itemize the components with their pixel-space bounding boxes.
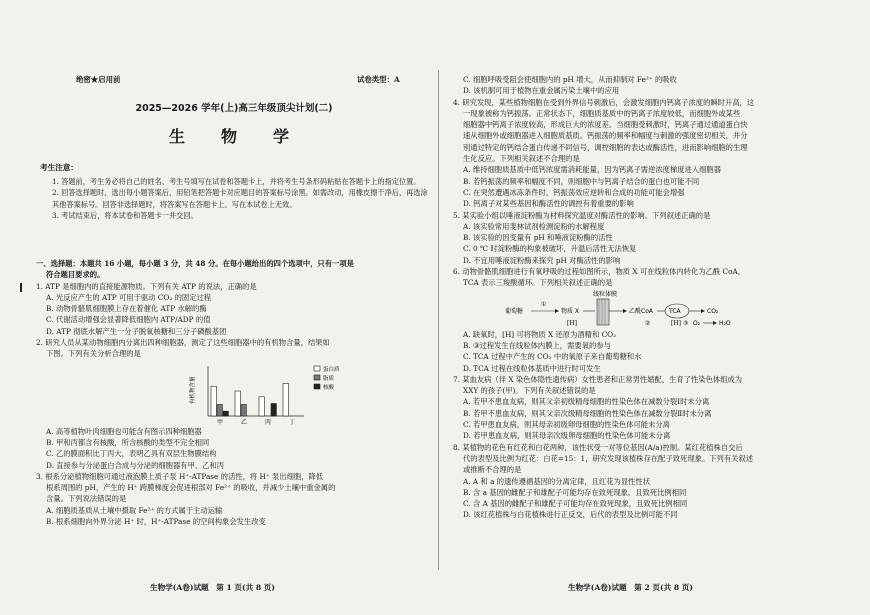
q4-stem-cont: 细胞器中钙离子浓度较高，形成巨大的浓度差。当细胞受刺激时，钙离子通过通道蛋白快	[463, 120, 748, 130]
y-axis-label: 有机物含量	[190, 376, 196, 404]
paper-type: 试卷类型：A	[357, 75, 400, 84]
bar-蛋白质	[211, 386, 216, 416]
h2o-label: H₂O	[719, 319, 731, 327]
legend-label: 脂质	[323, 375, 335, 382]
o2-label: O₂	[693, 319, 701, 327]
q3-option: D. 该机制可用于植物在重金属污染土壤中的应用	[463, 86, 620, 96]
q6-stem: 6. 动物骨骼肌细胞进行有氧呼吸的过程如图所示，物质 X 可在线粒体内转化为乙酰 CoA，	[453, 267, 746, 277]
bar-脂质	[217, 404, 222, 416]
q1-option: C. 代谢活动增强会显著降低细胞内 ATP/ADP 的值	[46, 315, 211, 325]
step-3-label: ③	[683, 319, 689, 327]
bar-蛋白质	[259, 396, 264, 415]
legend-swatch	[314, 366, 320, 371]
legend-swatch	[314, 384, 320, 389]
q2-stem: 2. 研究人员从某动物细胞内分离出四种细胞器，测定了这些细胞器中的有机物含量，结果如	[36, 338, 330, 348]
glucose-label: 葡萄糖	[505, 307, 524, 315]
bar-核酸	[223, 411, 228, 416]
legend-label: 蛋白质	[323, 366, 340, 373]
left-question-column	[36, 258, 432, 527]
margin-mark	[20, 283, 22, 292]
tca-label: TCA	[669, 307, 681, 315]
category-label: 乙	[241, 418, 248, 426]
q6-option: D. TCA 过程在线粒体基质中进行时可发生	[463, 363, 601, 373]
q1-option: B. 动物骨骼肌细胞膜上存在着催化 ATP 水解的酶	[46, 304, 207, 314]
q4-stem: 4. 研究发现，某些植物细胞在受到外界信号刺激后，会激发细胞内钙离子浓度的瞬时升高，这	[453, 97, 755, 107]
q3-stem-cont: 含量。下列说法错误的是	[46, 494, 127, 504]
q4-option: A. 维持细胞质基质中低钙浓度需消耗能量，因为钙离子需逆浓度梯度进入细胞器	[463, 165, 721, 175]
q3-stem: 3. 根系分泌植物细胞可通过液泡膜上质子泵 H⁺-ATPase 的活性，将 H⁺ 泵出细胞，降低	[36, 471, 324, 481]
h-label: [H]	[567, 319, 577, 327]
notice-item: 3. 考试结束后，将本试卷和答题卡一并交回。	[52, 210, 198, 220]
q8-option: B. 含 a 基因的雌配子和雄配子可能均存在致死现象，且致死比例相同	[463, 487, 687, 497]
column-divider	[438, 70, 439, 570]
step-1-label: ①	[541, 300, 547, 308]
q4-stem-cont: 别通过特定的钙结合蛋白传递不同信号，调控细胞的表达或酶活性，进而影响细胞的生理	[463, 142, 748, 152]
q2-option: A. 高等植物叶肉细胞也可能含有图示四种细胞器	[46, 426, 202, 436]
q8-stem-cont: 或推断不合理的是	[463, 465, 522, 475]
q1-option: A. 光反应产生的 ATP 可用于驱动 CO₂ 的固定过程	[46, 292, 212, 302]
q7-option: C. 若甲患血友病，则其母亲初级卵母细胞的性染色体可能未分离	[463, 420, 670, 430]
q7-option: B. 若甲不患血友病，则其父亲次级精母细胞的性染色体在减数分裂Ⅱ时未分离	[463, 408, 712, 418]
q5-option: B. 该实验的因变量有 pH 和唾液淀粉酶的活性	[463, 233, 613, 243]
q1-option: D. ATP 彻底水解产生一分子脱氧核糖和三分子磷酸基团	[46, 326, 227, 336]
secret-label: 绝密★启用前	[76, 75, 121, 84]
q7-stem: 7. 某血友病（伴 X 染色体隐性遗传病）女性患者和正常男性婚配，生育了性染色体组成为	[453, 374, 743, 384]
q6-option: C. TCA 过程中产生的 CO₂ 中的氧原子来自葡萄糖和水	[463, 352, 642, 362]
q6-stem-cont: TCA 表示三羧酸循环。下列相关叙述正确的是	[463, 278, 613, 288]
legend-swatch	[314, 375, 320, 380]
footer-left: 生物学(A卷)试题 第 1 页(共 8 页)	[150, 583, 275, 592]
subject-title: 生 物 学	[168, 127, 299, 146]
category-label: 甲	[217, 418, 224, 426]
category-label: 丁	[289, 418, 296, 426]
notice-item: 1. 答题前，考生务必将自己的姓名、考生号填写在试卷和答题卡上，并将考生号条形码粘贴在答题卡上的指定位置。	[52, 177, 421, 186]
legend-label: 核酸	[323, 384, 335, 391]
chart-svg	[186, 360, 366, 426]
notice-heading: 考生注意：	[40, 163, 78, 172]
q4-stem-cont: 一现象被称为钙振荡。正常状态下，细胞质基质中的钙离子浓度较低，而细胞外或某些	[463, 108, 741, 118]
q7-option: A. 若甲不患血友病，则其父亲初级精母细胞的性染色体在减数分裂Ⅰ时未分离	[463, 397, 710, 407]
bar-蛋白质	[283, 383, 288, 416]
notice-item: 2. 回答选择题时，选出每小题答案后，用铅笔把答题卡对应题目的答案标号涂黑。如需改动，用橡皮擦干净后，再选涂其他答案标号。回答非选择题时，将答案写在答题卡上。写在本试卷上无效。	[52, 188, 428, 209]
q8-option: C. 含 A 基因的雌配子和雄配子可能均存在致死现象，且致死比例相同	[463, 499, 688, 509]
q7-stem-cont: XXY 的孩子(甲)。下列有关叙述错误的是	[463, 386, 596, 396]
q3-stem-cont: 根系周围的 pH，产生的 H⁺ 跨膜梯度会促进根部对 Fe²⁺ 的吸收，并减少土壤中重金属的	[46, 483, 336, 493]
substance-x-label: 物质 X	[561, 307, 580, 315]
q3-option: C. 细胞呼吸受阻会使细胞内的 pH 增大，从而抑制对 Fe²⁺ 的吸收	[463, 75, 677, 84]
exam-title: 2025—2026 学年(上)高三年级顶尖计划(二)	[135, 103, 333, 114]
q4-option: D. 钙离子对某些基因和酶活性的调控有着重要的影响	[463, 199, 634, 209]
q2-option: C. 乙的膜面积比丁丙大，表明乙具有双层生物膜结构	[46, 449, 217, 459]
q2-option: B. 甲和丙都含有核酸，所含核酸的类型不完全相同	[46, 437, 210, 447]
section-heading: 一、选择题：本题共 16 小题，每小题 3 分，共 48 分。在每小题给出的四个选项中，只有一项是	[36, 259, 354, 268]
bar-核酸	[271, 403, 276, 415]
notice-list	[52, 176, 428, 221]
right-question-column	[453, 74, 851, 521]
category-label: 丙	[265, 418, 272, 426]
q4-stem-cont: 生化反应。下列相关叙述不合理的是	[463, 154, 580, 164]
step-2-label: ②	[645, 319, 651, 327]
q8-stem-cont: 代的表型及比例为红花：白花=15：1，研究发现该植株存在配子致死现象。下列有关叙述	[463, 453, 754, 463]
q3-option: B. 根系细胞向外界分泌 H⁺ 时，H⁺-ATPase 的空间构象会发生改变	[46, 517, 266, 527]
respiration-diagram	[453, 289, 851, 329]
q8-option: D. 该红花植株与白花植株进行正反交，后代的表型及比例可能不同	[463, 510, 678, 520]
pathway-svg	[505, 289, 805, 329]
q6-option: A. 缺氧时，[H] 可将物质 X 还原为酒精和 CO₂	[463, 329, 617, 339]
q4-option: C. 在突然遭遇冰冻条件时，钙振荡效应逆转和合成的功能可能会增强	[463, 187, 685, 197]
footer-right: 生物学(A卷)试题 第 2 页(共 8 页)	[568, 583, 693, 592]
q5-option: A. 该实验常用斐林试剂检测淀粉的水解程度	[463, 221, 605, 231]
acetyl-coa-label: 乙酰CoA	[629, 307, 653, 315]
q1-stem: 1. ATP 是细胞内的直接能源物质。下列有关 ATP 的说法，正确的是	[36, 281, 257, 291]
q4-option: B. 若钙振荡的频率和幅度不同，则细胞中与钙离子结合的蛋白也可能不同	[463, 176, 700, 186]
mito-membrane-label: 线粒体膜	[593, 290, 618, 298]
membrane-block	[597, 299, 609, 325]
h-label-2: [H]	[671, 319, 681, 327]
q3-option: A. 细胞质基质从土壤中摄取 Fe²⁺ 的方式属于主动运输	[46, 505, 223, 515]
q8-stem: 8. 某植物的花色有红花和白花两种，该性状受一对等位基因(A/a)控制。某红花植株自交后	[453, 442, 743, 452]
co2-label: CO₂	[707, 307, 719, 315]
q5-option: C. 0 ℃ 时淀粉酶的构象被破坏，升温后活性无法恢复	[463, 244, 637, 254]
organelle-bar-chart	[36, 360, 432, 426]
bar-蛋白质	[235, 391, 240, 416]
q6-option: B. ③过程发生在线粒体内膜上，需要氧的参与	[463, 340, 611, 350]
q2-stem-cont: 下图。下列有关分析合理的是	[46, 349, 141, 359]
section-heading-cont: 符合题目要求的。	[46, 270, 105, 280]
q5-stem: 5. 某实验小组以唾液淀粉酶为材料探究温度对酶活性的影响。下列叙述正确的是	[453, 210, 711, 220]
bar-脂质	[241, 404, 246, 416]
q4-stem-cont: 速从细胞外或细胞器进入细胞质基质。钙振荡的频率和幅度与刺激的强度密切相关，并分	[463, 131, 748, 141]
q7-option: D. 若甲患血友病，则其母亲次级卵母细胞的性染色体可能未分离	[463, 431, 671, 441]
q8-option: A. A 和 a 的遗传遵循基因的分离定律，且红花为显性性状	[463, 476, 651, 486]
q5-option: D. 不宜用唾液淀粉酶来探究 pH 对酶活性的影响	[463, 255, 621, 265]
q2-option: D. 直接参与分泌蛋白合成与分泌的细胞器有甲、乙和丙	[46, 460, 225, 470]
